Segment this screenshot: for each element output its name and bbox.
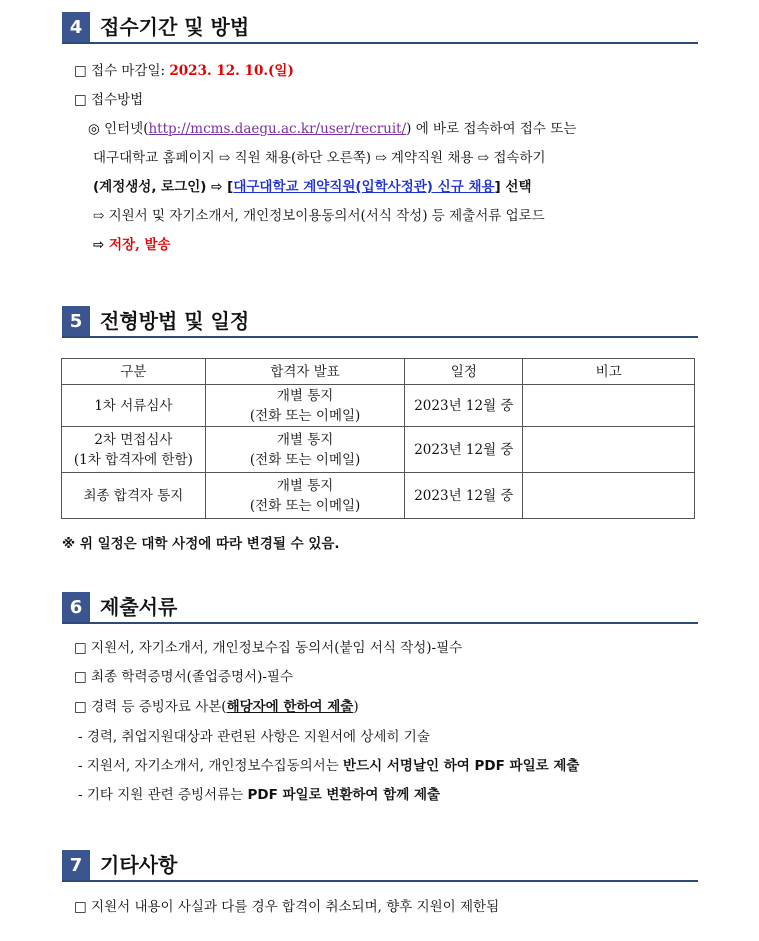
table-row (62, 427, 695, 473)
table-cell (523, 385, 695, 427)
save-send-text: 저장, 발송 (109, 237, 171, 253)
deadline-label: □ 접수 마감일: (74, 63, 170, 79)
method-line-1-pre: ◎ 인터넷( (88, 121, 149, 137)
schedule-note: ※ 위 일정은 대학 사정에 따라 변경될 수 있음. (62, 536, 340, 552)
method-line-4: ⇨ 지원서 및 자기소개서, 개인정보이용동의서(서식 작성) 등 제출서류 업로드 (93, 208, 545, 224)
table-header: 구분 (62, 359, 206, 385)
table-header: 비고 (523, 359, 695, 385)
doc-item-1: □ 지원서, 자기소개서, 개인정보수집 동의서(붙임 서식 작성)-필수 (74, 640, 463, 656)
cell-text: 개별 통지 (276, 477, 334, 494)
doc-detail-2-bold: 반드시 서명날인 하여 PDF 파일로 제출 (343, 758, 580, 774)
table-header: 합격자 발표 (205, 359, 405, 385)
method-line-1 (88, 120, 576, 138)
cell-text: 개별 통지 (276, 431, 334, 448)
recruit-url-link[interactable]: http://mcms.daegu.ac.kr/user/recruit/ (148, 121, 407, 137)
doc-detail-3-bold: PDF 파일로 변환하여 함께 제출 (247, 787, 441, 803)
table-cell (205, 473, 405, 519)
deadline-value: 2023. 12. 10.(일) (169, 63, 294, 79)
section-title: 접수기간 및 방법 (100, 15, 250, 39)
schedule-table (61, 358, 695, 519)
method-line-3-post: ] 선택 (494, 179, 532, 195)
method-line-3-pre: (계정생성, 로그인) ⇨ [ (93, 179, 234, 195)
section-number: 5 (62, 306, 90, 336)
cell-text: (전화 또는 이메일) (249, 407, 361, 424)
section-7-header (62, 850, 698, 882)
section-4-header (62, 12, 698, 44)
section-title: 제출서류 (100, 595, 178, 619)
method-line-2: 대구대학교 홈페이지 ⇨ 직원 채용(하단 오른쪽) ⇨ 계약직원 채용 ⇨ 접속하기 (93, 150, 546, 166)
method-line-5 (93, 236, 171, 254)
table-cell: 2023년 12월 중 (405, 427, 523, 473)
section-title: 전형방법 및 일정 (100, 309, 250, 333)
deadline-line (74, 62, 294, 80)
cell-text: 개별 통지 (276, 387, 334, 404)
doc-detail-3-pre: - 기타 지원 관련 증빙서류는 (78, 787, 248, 803)
section-number: 6 (62, 592, 90, 622)
cell-text: 최종 합격자 통지 (83, 487, 184, 504)
method-line-1-post: ) 에 바로 접속하여 접수 또는 (406, 121, 577, 137)
table-cell (62, 427, 206, 473)
recruit-page-link[interactable]: 대구대학교 계약직원(입학사정관) 신규 채용 (233, 179, 495, 195)
arrow: ⇨ (93, 237, 110, 253)
table-cell: 2023년 12월 중 (405, 473, 523, 519)
etc-item-1: □ 지원서 내용이 사실과 다를 경우 합격이 취소되며, 향후 지원이 제한됨 (74, 899, 500, 915)
table-header-row (62, 359, 695, 385)
table-cell (205, 385, 405, 427)
section-title: 기타사항 (100, 853, 178, 877)
method-line-3 (93, 178, 531, 196)
section-number: 7 (62, 850, 90, 880)
doc-detail-2 (78, 757, 579, 775)
table-cell: 2023년 12월 중 (405, 385, 523, 427)
doc-item-3-bold: 해당자에 한하여 제출 (226, 699, 354, 715)
cell-text: 2차 면접심사 (94, 431, 173, 448)
section-number: 4 (62, 12, 90, 42)
table-cell (62, 385, 206, 427)
cell-text: (1차 합격자에 한함) (73, 451, 193, 468)
section-6-header (62, 592, 698, 624)
doc-detail-2-pre: - 지원서, 자기소개서, 개인정보수집동의서는 (78, 758, 344, 774)
table-row (62, 473, 695, 519)
table-header: 일정 (405, 359, 523, 385)
table-cell (205, 427, 405, 473)
table-cell (523, 427, 695, 473)
table-row (62, 385, 695, 427)
cell-text: (전화 또는 이메일) (249, 451, 361, 468)
table-cell (62, 473, 206, 519)
method-label: □ 접수방법 (74, 92, 144, 108)
doc-detail-1: - 경력, 취업지원대상과 관련된 사항은 지원서에 상세히 기술 (78, 729, 430, 745)
doc-item-2: □ 최종 학력증명서(졸업증명서)-필수 (74, 669, 294, 685)
cell-text: (전화 또는 이메일) (249, 497, 361, 514)
doc-detail-3 (78, 786, 440, 804)
doc-item-3-pre: □ 경력 등 증빙자료 사본( (74, 699, 227, 715)
cell-text: 1차 서류심사 (94, 397, 173, 414)
section-5-header (62, 306, 698, 338)
doc-item-3-post: ) (353, 699, 359, 715)
table-cell (523, 473, 695, 519)
doc-item-3 (74, 698, 359, 716)
